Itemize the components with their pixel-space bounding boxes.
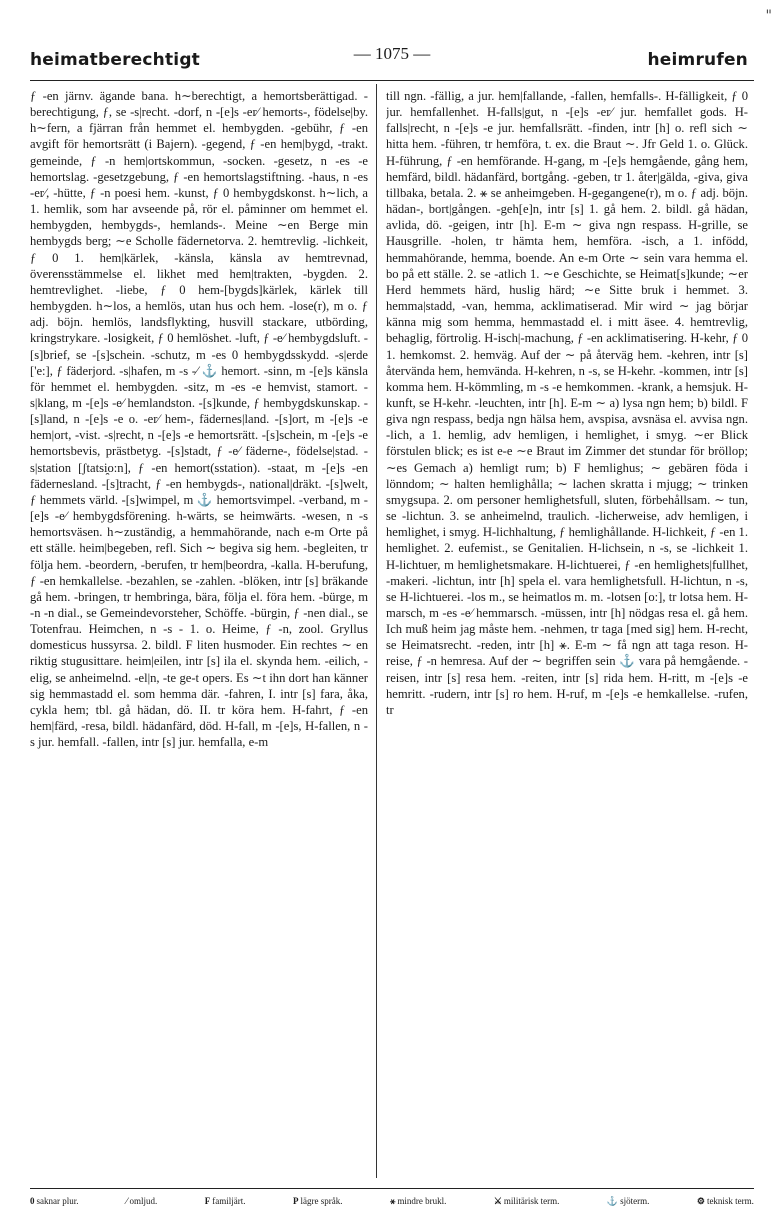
legend-item: ⚔ militärisk term. bbox=[493, 1196, 560, 1206]
left-column-text: ƒ -en järnv. ägande bana. h∼berechtigt, a hemortsberättigad. -berechtigung, ƒ, se -s|recht. -dorf, n -[e]s -er⁄ hemorts-, födelse|by. h∼fern, a fjärran från hemmet el. hembygden. -gebühr, ƒ -en avgift för hemortsrätt (i Bajern). -gegend, ƒ -en hem|bygd, -trakt. gemeinde, ƒ -n hem|ortskommun, -socken. -gesetz, n -es -e hemortslag. -gesetzgebung, ƒ -en hemortslagstiftning. -haus, n -es -er⁄, -hütte, ƒ -n poesi hem. -kunst, ƒ 0 hembygdskonst. h∼lich, a 1. hemlik, som har avseende på, rör el. påminner om hemmet el. hembygden, hembygds-, hemlands-. Meine ∼en Berge min hembygds berg; ∼e Scholle fädernetorva. 2. hemtrevlig. -lichkeit, ƒ 0 1. hem|kärlek, -känsla, känsla av hemtrevnad, överensstämmelse el. likhet med hem|trakten, -bygden. 2. hemtrevlighet. -liebe, ƒ 0 hem-[bygds]kärlek, kärlek till hembygden. h∼los, a hemlös, utan hus och hem. -lose(r), m o. ƒ adj. böjn. hemlös, landsflykting, husvill stackare, utbörding, kringstrykare. -losigkeit, ƒ 0 hemlöshet. -luft, ƒ -e⁄ hembygdsluft. -[s]brief, se -[s]schein. -schutz, m -es 0 hembygdsskydd. -s|erde ['e:], ƒ fäderjord. -s|hafen, m -s -⁄ ⚓ hemort. -sinn, m -[e]s känsla för hemmet el. hembygden. -sitz, m -es -e hemvist, stamort. -s|klang, m -[e]s -e⁄ hemlandston. -[s]kunde, ƒ hembygdskunskap. -[s]land, n -[e]s -e o. -er⁄ hem-, fädernes|land. -[s]ort, m -[e]s -e hem|ort, -vist. -s|recht, n -[e]s -e hemortsrätt. -[s]schein, m -[e]s -e hemortsbevis, prästbetyg. -[s]stadt, ƒ -e⁄ fäderne-, födelse|stad. -s|station [ʃtatsi̯o:n], ƒ -en hemort(sstation). -staat, m -[e]s -en fädernesland. -[s]tracht, ƒ -en hembygds-, national|dräkt. -[s]welt, ƒ hemmets värld. -[s]wimpel, m ⚓ hemortsvimpel. -verband, m -[e]s -e⁄ hembygdsförening. h-wärts, se heimwärts. -wesen, n -s hemortsväsen. h∼zuständig, a hemmahörande, nach e-m Orte på ett ställe. heim|begeben, refl. Sich ∼ begiva sig hem. -begleiten, tr följa hem. -beordern, -berufen, tr hem|beordra, -kalla. H-berufung, ƒ -en hemkallelse. -bezahlen, se -zahlen. -blöken, intr [s] bräkande gå hem. -bringen, tr hembringa, bära, följa el. föra hem. -bürge, m -n -n dial., se Gemeindevorsteher, Schöffe. -bürgin, ƒ -nen dial., se Totenfrau. Heimchen, n -s - 1. o. Heime, ƒ -n, zool. Gryllus domesticus hussyrsa. 2. bildl. F liten husmoder. Ein rechtes ∼ en riktig stugusittare. heim|eilen, intr [s] ila el. skynda hem. -eilich, -elig, se anheimelnd. -el|n, -te ge-t opers. Es ∼t ihn dort han känner sig hemmastadd el. som hemma där. -fahren, I. intr [s] fara, åka, cykla hem; tbl. gå hädan, dö. II. tr köra hem. H-fahrt, ƒ -en hem|färd, -resa, bildl. hädanfärd, död. H-fall, m -[e]s, H-fallen, n -s jur. hemfall. -fallen, intr [s] jur. hemfalla, e-m bbox=[30, 89, 368, 750]
legend-item: ⁄ omljud. bbox=[125, 1196, 158, 1206]
right-guideword: heimrufen bbox=[647, 50, 748, 70]
page-number: — 1075 — bbox=[353, 44, 431, 63]
legend-item: F familjärt. bbox=[204, 1196, 246, 1206]
left-guideword: heimatberechtigt bbox=[30, 50, 201, 70]
right-column bbox=[386, 88, 748, 1188]
left-column bbox=[30, 88, 368, 1188]
right-column-text: till ngn. -fällig, a jur. hem|fallande, -fallen, hemfalls-. H-fälligkeit, ƒ 0 jur. hemfallenhet. H-falls|gut, n -[e]s -er⁄ jur. hemfallet gods. H-falls|recht, n -[e]s -e jur. hemfallsrätt. -finden, intr [h] o. refl sich ∼ hitta hem. -führen, tr hemföra, t. ex. die Braut ∼. Jfr Geld 1. o. Glück. H-führung, ƒ -en hemförande. H-gang, m -[e]s hemgående, gång hem, hemfärd, bildl. hädanfärd, bortgång. -geben, tr 1. åter|gälda, -giva, giva tillbaka, betala. 2. ⚹ se anheimgeben. H-gegangene(r), m o. ƒ adj. böjn. hädan-, bort|gången. -geh[e]n, intr [s] 1. gå hem. 2. bildl. gå hädan, avlida, dö. -geigen, intr [h]. E-m ∼ giva ngn respass. H-grille, se Hausgrille. -holen, tr hämta hem, hemföra. -isch, a 1. infödd, hemmahörande, hemma, boende. An e-m Orte ∼ sein vara hemma el. bo på ett ställe. 2. se -atlich 1. ∼e Geschichte, se Heimat[s]kunde; ∼er Herd hemmets härd, huslig härd; ∼e Sitte bruk i hemmet. 3. hemma|stadd, -van, hemma, acklimatiserad. Mir wird ∼ jag börjar känna mig som hemma, hemmastadd el. i mitt äsee. 4. hemtrevlig, behaglig, förtrolig. H-isch|-machung, ƒ -en acklimatisering. H-kehr, ƒ 0 1. hemkomst. 2. hemväg. Auf der ∼ på återväg hem. -kehren, intr [s] återvända hem, hemvända. H-kehren, n -s, se H-kehr. -kommen, intr [s] komma hem. H-kömmling, m -s -e hemkommen. -krank, a hemsjuk. H-kunft, se H-kehr. -leuchten, intr [h]. E-m ∼ a) lysa ngn hem; b) bildl. F giva ngn respass, bedja ngn hälsa hem, avspisa, avsnäsa el. avvisa ngn. -lich, a 1. hemlig, adv hemligen, i hemlighet, i smyg. ∼er Blick förstulen blick; es ist e-e ∼e Braut im Zimmer det stundar för bröllop; ∼es Gemach a) hemligt rum; b) F hemlighus; ∼ gebären föda i lönndom; ∼ halten hemlighålla; ∼ lachen skratta i mjugg; ∼ trinken smygsupa. 2. om personer hemlighetsfull, sluten, förbehållsam. ∼ tun, se -lichtun. 3. se anheimelnd, traulich. -licherweise, adv hemligen, i hemlighet, i smyg. H-lichhaltung, ƒ hemlighållande. H-lichkeit, ƒ -en 1. hemlighet. 2. eufemist., se Genitalien. H-lichsein, n -s, se -lichkeit 1. H-lichtuer, m hemlighetsmakare. H-lichtuerei, ƒ -en hemlighets|fullhet, -makeri. -lichtun, intr [h] spela el. vara hemlighetsfull. H-lichtun, n -s, se H-lichtuerei. -los m., se heimatlos m. m. -lotsen [o:], tr lotsa hem. H-marsch, m -es -e⁄ hemmarsch. -müssen, intr [h] nödgas resa el. gå hem. Ich muß heim jag måste hem. -nehmen, tr taga [med sig] hem. H-recht, se Heimatsrecht. -reden, intr [h] ⚹. E-m ∼ få ngn att taga reson. H-reise, ƒ -n hemresa. Auf der ∼ begriffen sein ⚓ vara på hemgående. -reisen, intr [s] resa hem. -reiten, intr [s] rida hem. H-ritt, m -[e]s -e hemritt. -rudern, intr [s] ro hem. H-ruf, m -[e]s -e hemkallelse. -rufen, tr bbox=[386, 89, 748, 717]
footer-rule bbox=[30, 1188, 754, 1189]
column-divider bbox=[376, 84, 377, 1178]
header-rule bbox=[30, 80, 754, 81]
legend-item: ⚹ mindre brukl. bbox=[389, 1196, 447, 1206]
legend-item: 0 saknar plur. bbox=[30, 1196, 79, 1206]
page-header bbox=[30, 42, 754, 78]
legend-item: ⚓ sjöterm. bbox=[606, 1196, 650, 1206]
legend-item: P lägre språk. bbox=[292, 1196, 343, 1206]
abbreviation-legend bbox=[30, 1196, 754, 1207]
margin-mark: " bbox=[765, 8, 772, 24]
legend-item: ⚙ teknisk term. bbox=[696, 1196, 754, 1206]
